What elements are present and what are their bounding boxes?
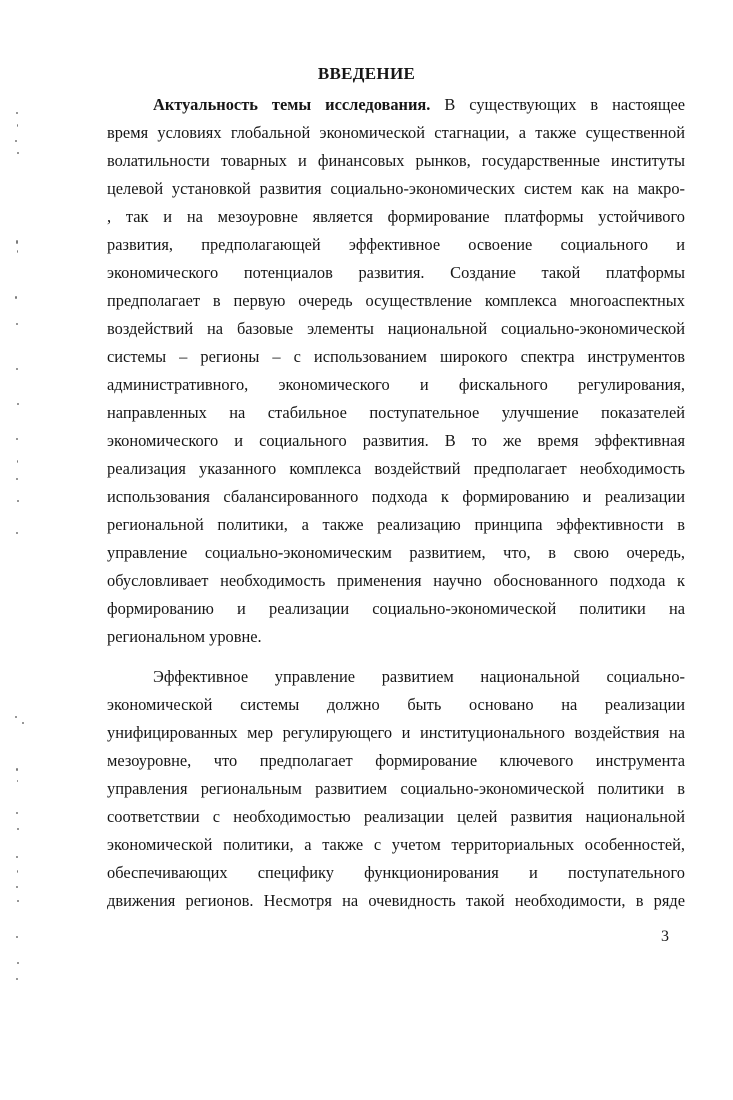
text-line: административного, экономического и фискального регулирования, bbox=[107, 375, 685, 394]
text-line: мезоуровне, что предполагает формирование ключевого инструмента bbox=[107, 751, 685, 770]
text-line: целевой установкой развития социально-экономических систем как на макро- bbox=[107, 179, 685, 198]
text-line: , так и на мезоуровне является формирование платформы устойчивого bbox=[107, 207, 685, 226]
page-number: 3 bbox=[661, 928, 669, 945]
text-line: время условиях глобальной экономической стагнации, а также существенной bbox=[107, 123, 685, 142]
text-line: реализация указанного комплекса воздействий предполагает необходимость bbox=[107, 459, 685, 478]
text-line: развития, предполагающей эффективное освоение социального и bbox=[107, 235, 685, 254]
text-line: экономической системы должно быть основано на реализации bbox=[107, 695, 685, 714]
text-line: предполагает в первую очередь осуществление комплекса многоаспектных bbox=[107, 291, 685, 310]
text-line: использования сбалансированного подхода к формированию и реализации bbox=[107, 487, 685, 506]
body-text bbox=[107, 91, 685, 915]
text-line: движения регионов. Несмотря на очевидность такой необходимости, в ряде bbox=[107, 891, 685, 910]
text-line: обеспечивающих специфику функционирования и поступательного bbox=[107, 863, 685, 882]
scan-margin-marks bbox=[0, 0, 40, 1100]
text-line: экономической политики, а также с учетом территориальных особенностей, bbox=[107, 835, 685, 854]
page-heading: ВВЕДЕНИЕ bbox=[317, 64, 416, 83]
text-line: обусловливает необходимость применения научно обоснованного подхода к bbox=[107, 571, 685, 590]
text-line: экономического и социального развития. В то же время эффективная bbox=[107, 431, 685, 450]
text-line: направленных на стабильное поступательное улучшение показателей bbox=[107, 403, 685, 422]
text-line: унифицированных мер регулирующего и институционального воздействия на bbox=[107, 723, 685, 742]
text-line: управления региональным развитием социально-экономической политики в bbox=[107, 779, 685, 798]
text-line: воздействий на базовые элементы национальной социально-экономической bbox=[107, 319, 685, 338]
text-line: системы – регионы – с использованием широкого спектра инструментов bbox=[107, 347, 685, 366]
text-line: соответствии с необходимостью реализации целей развития национальной bbox=[107, 807, 685, 826]
text-line: региональном уровне. bbox=[107, 627, 262, 646]
text-line: управление социально-экономическим развитием, что, в свою очередь, bbox=[107, 543, 685, 562]
text-line: Актуальность темы исследования. В существующих в настоящее bbox=[153, 95, 685, 114]
text-line: волатильности товарных и финансовых рынков, государственные институты bbox=[107, 151, 685, 170]
text-line: экономического потенциалов развития. Создание такой платформы bbox=[107, 263, 685, 282]
text-line: формированию и реализации социально-экономической политики на bbox=[107, 599, 685, 618]
section-lead: Актуальность темы исследования. bbox=[153, 95, 431, 114]
text-line: Эффективное управление развитием национальной социально- bbox=[153, 667, 685, 686]
text-line: региональной политики, а также реализацию принципа эффективности в bbox=[107, 515, 685, 534]
